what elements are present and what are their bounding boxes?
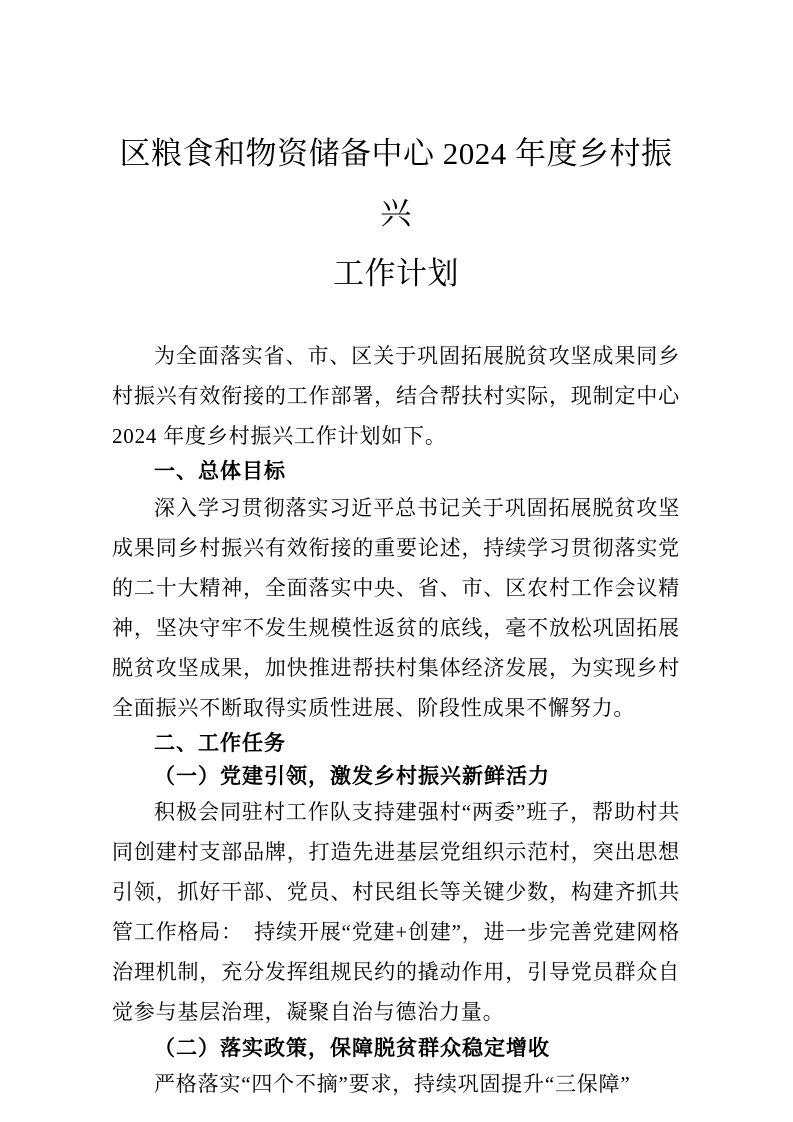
section-heading-overall-goals: 一、总体目标 — [154, 460, 286, 483]
paragraph-party-building: 积极会同驻村工作队支持建强村“两委”班子，帮助村共同创建村支部品牌，打造先进基层党组织示范村，突出思想引领，抓好干部、党员、村民组长等关键少数，构建齐抓共管工作格局： 持续开展“党建+创建”，进一步完善党建网格治理机制，充分发挥组规民约的撬动作用，引导党员群众自觉参与基层治理，凝聚自治与德治力量。 — [112, 800, 680, 1024]
intro-paragraph: 为全面落实省、市、区关于巩固拓展脱贫攻坚成果同乡村振兴有效衔接的工作部署，结合帮扶村实际，现制定中心 2024 年度乡村振兴工作计划如下。 — [112, 344, 680, 448]
subsection-heading-policy-income: （二）落实政策，保障脱贫群众稳定增收 — [154, 1036, 550, 1060]
section-heading-work-tasks: 二、工作任务 — [154, 732, 286, 755]
document-title-line2: 工作计划 — [333, 256, 459, 291]
paragraph-policy-income: 严格落实“四个不摘”要求，持续巩固提升“三保障” — [154, 1072, 631, 1096]
document-title-line1: 区粮食和物资储备中心 2024 年度乡村振兴 — [119, 136, 673, 231]
paragraph-overall-goals: 深入学习贯彻落实习近平总书记关于巩固拓展脱贫攻坚成果同乡村振兴有效衔接的重要论述，持续学习贯彻落实党的二十大精神，全面落实中央、省、市、区农村工作会议精神，坚决守牢不发生规模性返贫的底线，毫不放松巩固拓展脱贫攻坚成果，加快推进帮扶村集体经济发展，为实现乡村全面振兴不断取得实质性进展、阶段性成果不懈努力。 — [112, 496, 680, 720]
document-title — [112, 124, 680, 304]
subsection-heading-party-building: （一）党建引领，激发乡村振兴新鲜活力 — [154, 764, 550, 788]
